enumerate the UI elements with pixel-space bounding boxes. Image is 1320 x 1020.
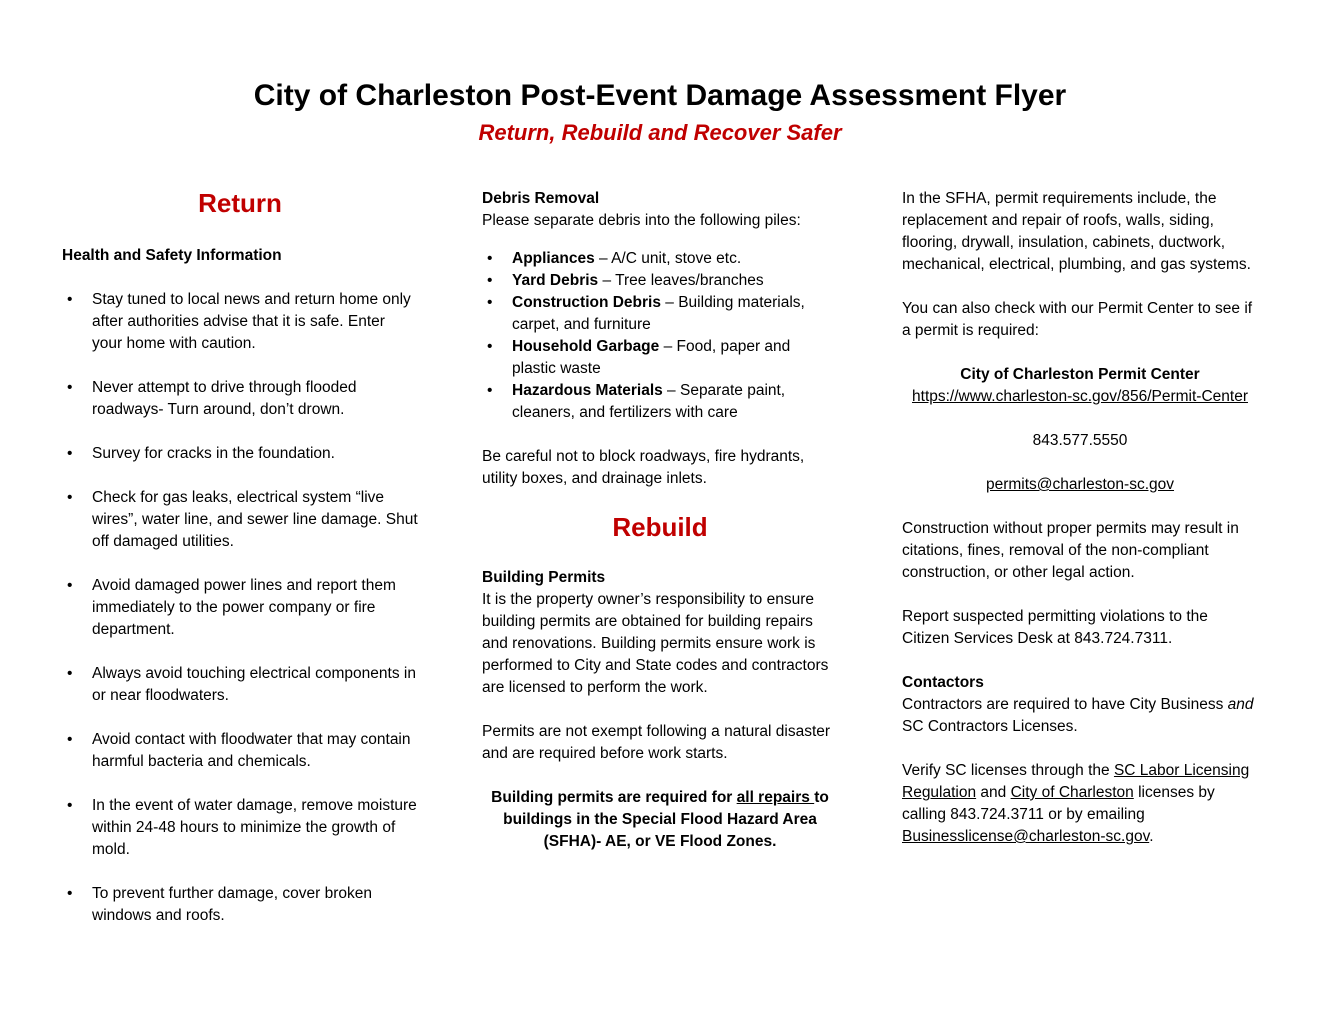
permit-email-wrap [902, 474, 1258, 496]
callout-underlined-text: all repairs [736, 789, 815, 806]
permit-center-link[interactable]: https://www.charleston-sc.gov/856/Permit-Center [912, 388, 1248, 405]
three-column-layout [62, 188, 1258, 949]
business-license-email-link[interactable]: Businesslicense@charleston-sc.gov [902, 828, 1150, 845]
contractor-license-paragraph [902, 694, 1258, 738]
permit-center-url-wrap [902, 386, 1258, 408]
list-item [482, 336, 838, 380]
column-debris-rebuild [482, 188, 838, 949]
callout-text: to buildings in the Special Flood Hazard Area (SFHA)- AE, or VE Flood Zones. [503, 789, 829, 850]
permits-email-link[interactable]: permits@charleston-sc.gov [985, 476, 1175, 493]
debris-term: Yard Debris [512, 272, 599, 289]
debris-term: Hazardous Materials [512, 382, 663, 399]
verify-text: . [1149, 828, 1154, 845]
sc-labor-licensing-link[interactable]: SC Labor Licensing Regulation [902, 762, 1250, 801]
debris-desc: – Tree leaves/branches [598, 272, 764, 289]
permits-not-exempt-paragraph: Permits are not exempt following a natural disaster and are required before work starts. [482, 723, 831, 762]
list-item [482, 292, 838, 336]
debris-removal-heading: Debris Removal [482, 190, 600, 207]
debris-desc: – Food, paper and plastic waste [512, 338, 791, 377]
debris-list [482, 248, 838, 424]
doc-header [62, 78, 1258, 146]
report-violations-paragraph: Report suspected permitting violations to the Citizen Services Desk at 843.724.7311. [902, 608, 1208, 647]
list-item: • Avoid damaged power lines and report them immediately to the power company or fire department. [62, 575, 418, 641]
column-return [62, 188, 418, 949]
list-item: • To prevent further damage, cover broken windows and roofs. [62, 883, 418, 927]
rebuild-heading: Rebuild [612, 512, 708, 542]
debris-desc: – Building materials, carpet, and furniture [512, 294, 805, 333]
contractors-heading: Contactors [902, 674, 984, 691]
debris-intro: Please separate debris into the following piles: [482, 212, 801, 229]
list-item: • Check for gas leaks, electrical system “live wires”, water line, and sewer line damage. Shut off damaged utilities. [62, 487, 418, 553]
list-item [482, 248, 838, 270]
return-heading: Return [198, 188, 282, 218]
list-item [482, 270, 838, 292]
list-item: • Avoid contact with floodwater that may contain harmful bacteria and chemicals. [62, 729, 418, 773]
health-safety-list [62, 289, 418, 927]
contractor-text: SC Contractors Licenses. [902, 718, 1078, 735]
page-subtitle: Return, Rebuild and Recover Safer [478, 120, 842, 145]
city-of-charleston-link[interactable]: City of Charleston [1010, 784, 1134, 801]
verify-text: Verify SC licenses through the [902, 762, 1114, 779]
debris-term: Appliances [512, 250, 595, 267]
health-safety-heading: Health and Safety Information [62, 247, 282, 264]
building-permits-paragraph: It is the property owner’s responsibility to ensure building permits are obtained for building repairs and renovations. Building permits ensure work is performed to City and State codes and contractors are licensed to perform the work. [482, 591, 829, 696]
building-permits-heading: Building Permits [482, 569, 606, 586]
no-permit-consequences-paragraph: Construction without proper permits may result in citations, fines, removal of the non-compliant construction, or other legal action. [902, 520, 1239, 581]
debris-note: Be careful not to block roadways, fire hydrants, utility boxes, and drainage inlets. [482, 448, 805, 487]
verify-text: licenses by calling 843.724.3711 or by emailing [902, 784, 1215, 823]
debris-term: Construction Debris [512, 294, 661, 311]
debris-term: Household Garbage [512, 338, 660, 355]
sfha-requirements-paragraph: In the SFHA, permit requirements include, the replacement and repair of roofs, walls, siding, flooring, drywall, insulation, cabinets, ductwork, mechanical, electrical, plumbing, and gas systems. [902, 190, 1251, 273]
list-item: • Survey for cracks in the foundation. [62, 443, 418, 465]
debris-desc: – A/C unit, stove etc. [594, 250, 742, 267]
list-item: • In the event of water damage, remove moisture within 24-48 hours to minimize the growth of mold. [62, 795, 418, 861]
verify-licenses-paragraph [902, 760, 1258, 848]
check-permit-center-paragraph: You can also check with our Permit Center to see if a permit is required: [902, 300, 1253, 339]
callout-text: Building permits are required for [491, 789, 737, 806]
contractor-text: Contractors are required to have City Business [902, 696, 1228, 713]
permit-center-phone: 843.577.5550 [1032, 432, 1128, 449]
permit-center-name: City of Charleston Permit Center [960, 366, 1200, 383]
column-permit-info [902, 188, 1258, 949]
list-item [482, 380, 838, 424]
permit-required-callout [482, 787, 838, 853]
page-title: City of Charleston Post-Event Damage Assessment Flyer [253, 79, 1067, 112]
contractor-and-emphasis: and [1227, 696, 1254, 713]
list-item: • Stay tuned to local news and return home only after authorities advise that it is safe. Enter your home with caution. [62, 289, 418, 355]
list-item: • Never attempt to drive through flooded roadways- Turn around, don’t drown. [62, 377, 418, 421]
debris-desc: – Separate paint, cleaners, and fertilizers with care [512, 382, 786, 421]
verify-text: and [976, 784, 1011, 801]
list-item: • Always avoid touching electrical components in or near floodwaters. [62, 663, 418, 707]
